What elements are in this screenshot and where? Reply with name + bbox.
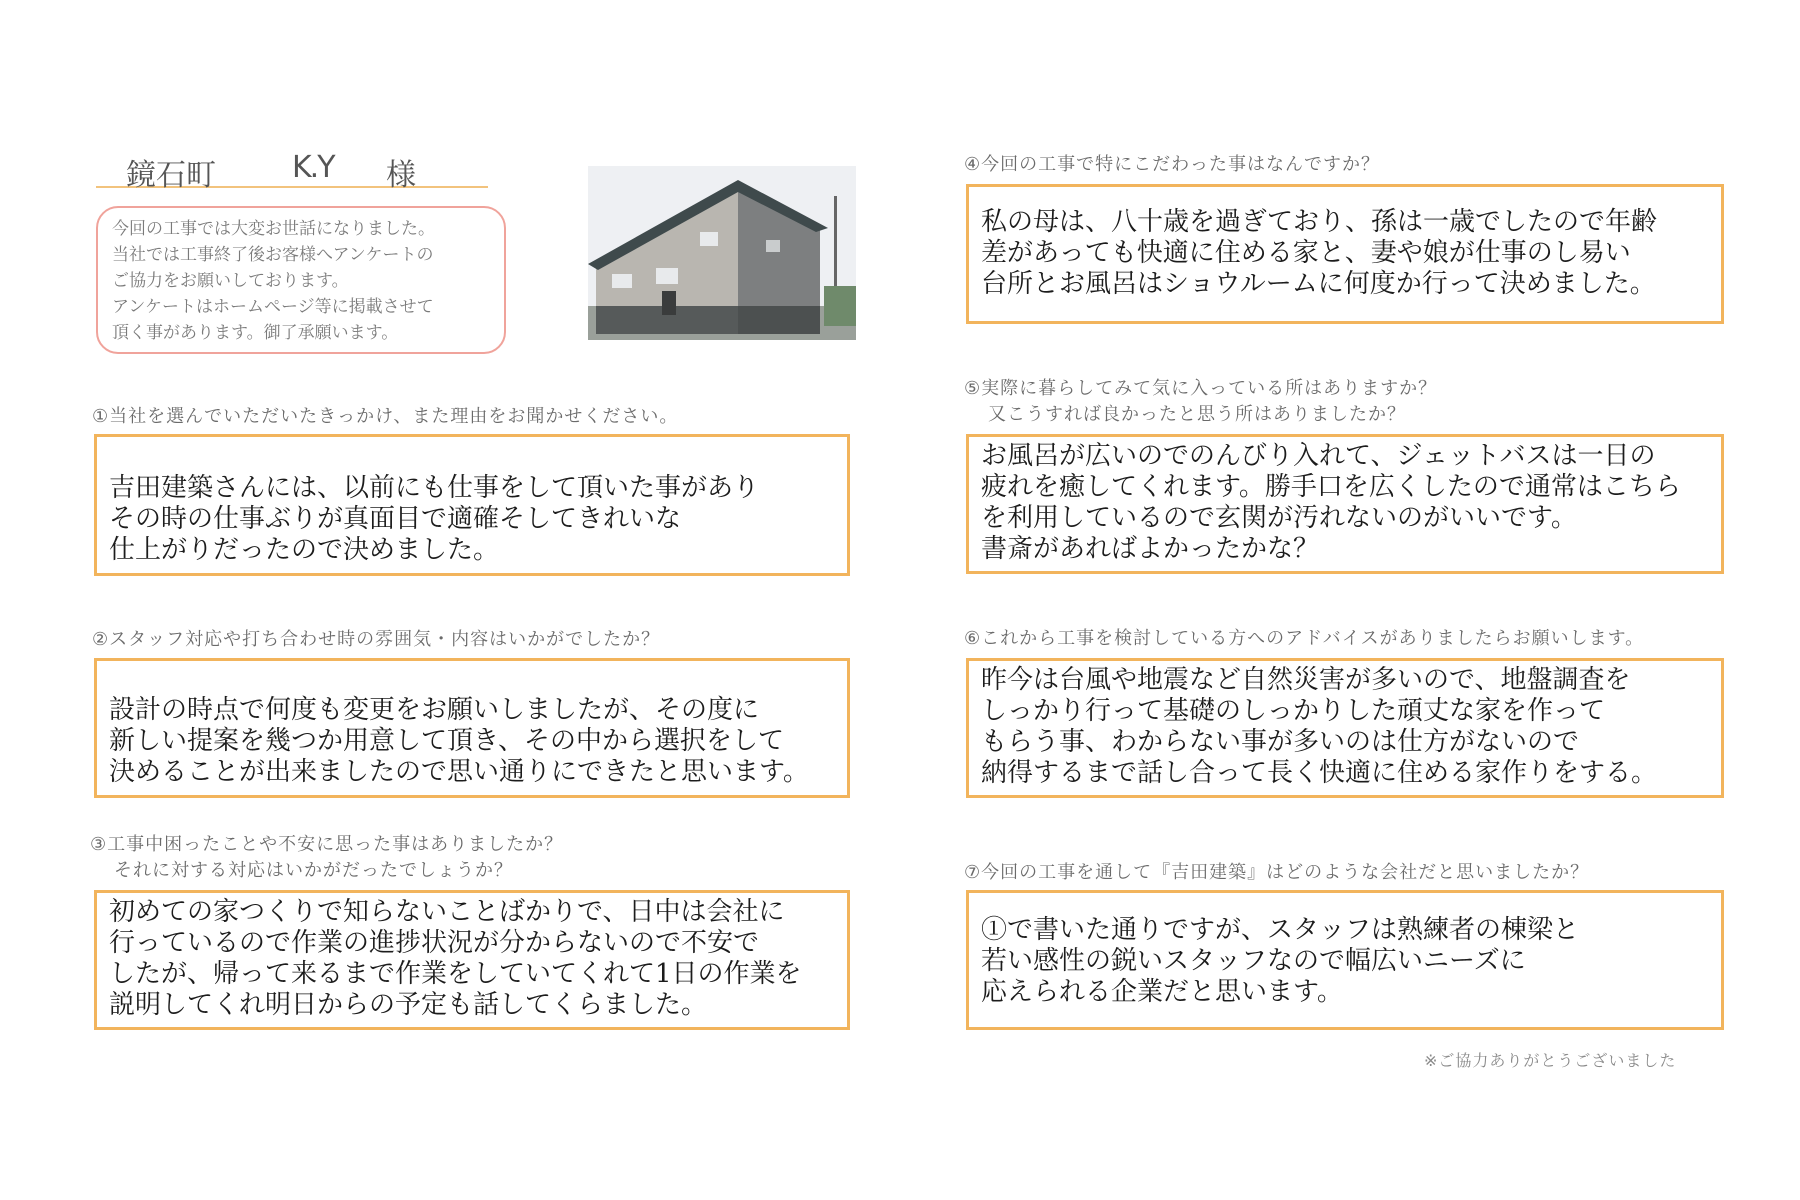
answer-line: 昨今は台風や地震など自然災害が多いので、地盤調査を	[981, 665, 1631, 695]
question-text: ④今回の工事で特にこだわった事はなんですか？	[964, 154, 1380, 175]
answer-line: 疲れを癒してくれます。勝手口を広くしたので通常はこちら	[981, 472, 1681, 502]
question-text: それに対する対応はいかがだったでしょうか？	[114, 860, 513, 881]
question-text: ⑥これから工事を検討している方へのアドバイスがありましたらお願いします。	[964, 628, 1645, 649]
answer-line: 吉田建築さんには、以前にも仕事をして頂いた事があり	[109, 473, 760, 503]
answer-line: お風呂が広いのでのんびり入れて、ジェットバスは一日の	[981, 441, 1656, 471]
answer-line: 行っているので作業の進捗状況が分からないので不安で	[109, 928, 760, 958]
question-4	[964, 152, 1380, 178]
answer-line: 決めることが出来ましたので思い通りにできたと思います。	[109, 757, 809, 787]
answer-line: 書斎があればよかったかな？	[981, 534, 1320, 564]
answer-line: 初めての家つくりで知らないことばかりで、日中は会社に	[109, 897, 785, 927]
answer-line: 差があっても快適に住める家と、妻や娘が仕事のし易い	[981, 238, 1631, 268]
answer-line: しっかり行って基礎のしっかりした頑丈な家を作って	[981, 696, 1606, 726]
question-text: ①当社を選んでいただいたきっかけ、また理由をお聞かせください。	[92, 406, 679, 427]
notice-line: ご協力をお願いしております。	[112, 271, 349, 291]
question-6	[964, 626, 1644, 652]
answer-box-5	[966, 434, 1724, 574]
answer-line: もらう事、わからない事が多いのは仕方がないので	[981, 727, 1580, 757]
question-text: ②スタッフ対応や打ち合わせ時の雰囲気・内容はいかがでしたか？	[92, 629, 661, 650]
question-text: 又こうすれば良かったと思う所はありましたか？	[988, 404, 1406, 425]
question-5	[964, 376, 1437, 428]
answer-box-6	[966, 658, 1724, 798]
question-1	[92, 404, 678, 430]
customer-initials: K.Y	[292, 150, 334, 185]
question-7	[964, 860, 1589, 886]
notice-line: 今回の工事では大変お世話になりました。	[112, 219, 435, 239]
answer-box-4	[966, 184, 1724, 324]
question-text: ⑦今回の工事を通して『吉田建築』はどのような会社だと思いましたか？	[964, 862, 1590, 883]
customer-town: 鏡石町	[126, 158, 216, 193]
answer-line: 応えられる企業だと思います。	[981, 977, 1343, 1007]
answer-box-7	[966, 890, 1724, 1030]
answer-line: ①で書いた通りですが、スタッフは熟練者の棟梁と	[981, 915, 1580, 945]
answer-line: 台所とお風呂はショウルームに何度か行って決めました。	[981, 269, 1656, 299]
answer-box-3	[94, 890, 850, 1030]
answer-line: 設計の時点で何度も変更をお願いしましたが、その度に	[109, 695, 760, 725]
notice-line: 当社では工事終了後お客様へアンケートの	[112, 245, 434, 265]
answer-line: を利用しているので玄関が汚れないのがいいです。	[981, 503, 1577, 533]
question-text: ⑤実際に暮らしてみて気に入っている所はありますか？	[964, 378, 1438, 399]
answer-line: 仕上がりだったので決めました。	[109, 535, 500, 565]
notice-line: アンケートはホームページ等に掲載させて	[112, 297, 434, 317]
answer-line: 納得するまで話し合って長く快適に住める家作りをする。	[981, 758, 1658, 788]
answer-line: 新しい提案を幾つか用意して頂き、その中から選択をして	[109, 726, 784, 756]
answer-line: その時の仕事ぶりが真面目で適確そしてきれいな	[109, 504, 682, 534]
customer-heading	[96, 150, 488, 193]
answer-line: 私の母は、八十歳を過ぎており、孫は一歳でしたので年齢	[981, 207, 1658, 237]
survey-notice	[96, 206, 506, 354]
answer-line: 説明してくれ明日からの予定も話してくらました。	[109, 990, 708, 1020]
answer-box-2	[94, 658, 850, 798]
answer-line: 若い感性の鋭いスタッフなので幅広いニーズに	[981, 946, 1526, 976]
answer-line: したが、帰って来るまで作業をしていてくれて1日の作業を	[109, 959, 802, 989]
question-text: ③工事中困ったことや不安に思った事はありましたか？	[90, 834, 564, 855]
question-3	[90, 832, 563, 884]
notice-line: 頂く事があります。御了承願います。	[112, 323, 399, 343]
customer-honorific: 様	[386, 158, 416, 193]
question-2	[92, 627, 660, 653]
thank-you-note: ※ご協力ありがとうございました	[1424, 1051, 1677, 1070]
answer-box-1	[94, 434, 850, 576]
house-photo	[588, 166, 856, 340]
